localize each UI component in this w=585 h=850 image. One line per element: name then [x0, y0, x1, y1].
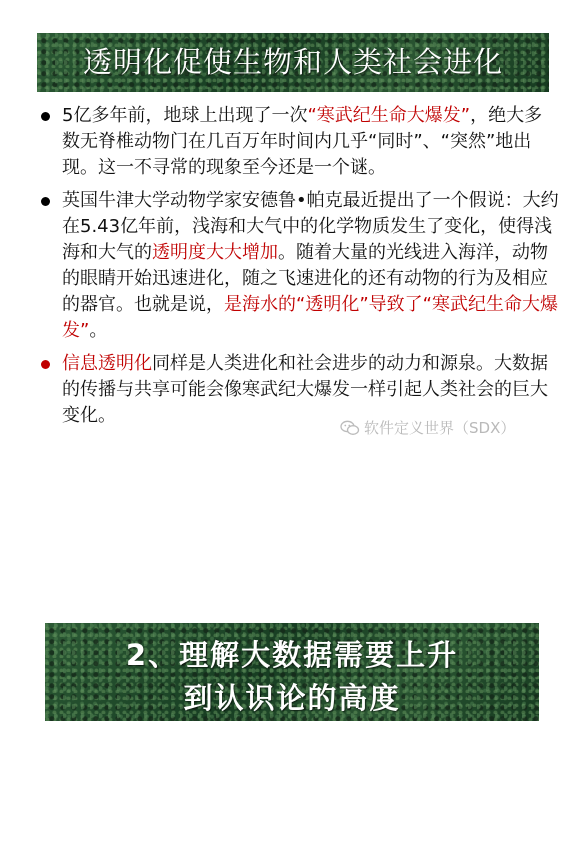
- bullet-dot-icon: [41, 197, 50, 206]
- bullet-item-1: [40, 103, 560, 181]
- section-banner: [45, 623, 539, 721]
- bullet-text: 英国牛津大学动物学家安德鲁•帕克最近提出了一个假说：大约在5.43亿年前，浅海和大气中的化学物质发生了变化，使得浅海和大气的透明度大大增加。随着大量的光线进入海洋，动物的眼睛开始迅速进化，随之飞速进化的还有动物的行为及相应的器官。也就是说，是海水的“透明化”导致了“寒武纪生命大爆发”。: [62, 190, 559, 341]
- bullet-dot-icon: [41, 360, 50, 369]
- watermark-text: 软件定义世界（SDX）: [364, 419, 516, 437]
- bullet-text: 信息透明化同样是人类进化和社会进步的动力和源泉。大数据的传播与共享可能会像寒武纪大爆发一样引起人类社会的巨大变化。: [62, 353, 548, 426]
- bullet-list: [40, 103, 560, 436]
- title-banner: [37, 33, 549, 92]
- watermark: [340, 417, 515, 438]
- slide-title: 透明化促使生物和人类社会进化: [82, 45, 503, 79]
- bullet-dot-icon: [41, 112, 50, 121]
- bullet-text: 5亿多年前，地球上出现了一次“寒武纪生命大爆发”，绝大多数无脊椎动物门在几百万年时间内几乎“同时”、“突然”地出现。这一不寻常的现象至今还是一个谜。: [62, 105, 543, 178]
- section-title-line-1: 2、理解大数据需要上升: [125, 638, 459, 672]
- section-title-line-2: 到认识论的高度: [183, 681, 401, 715]
- wechat-icon: [340, 420, 360, 436]
- bullet-item-2: [40, 188, 560, 344]
